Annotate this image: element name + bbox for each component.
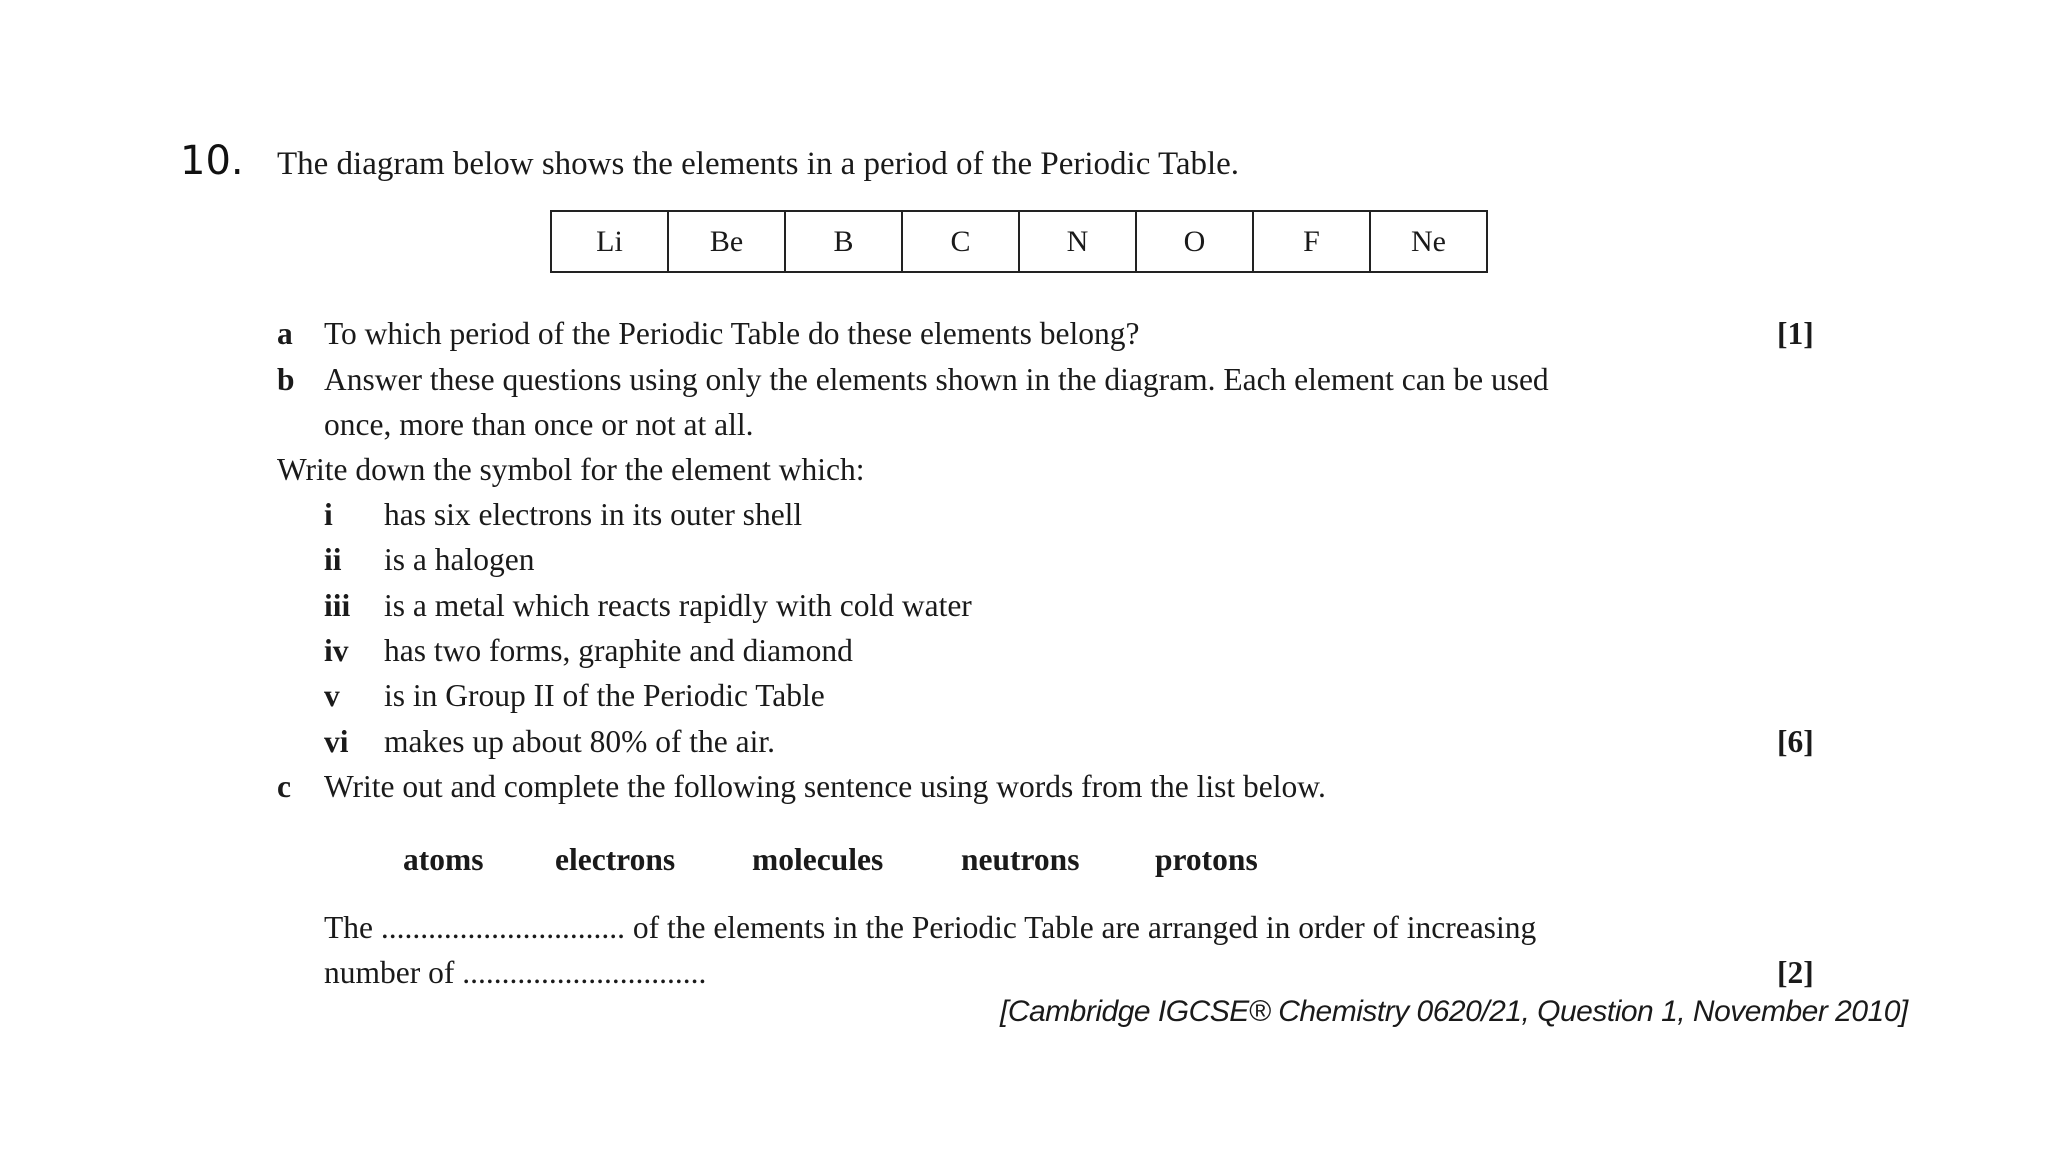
item-v-label: v [324,678,340,713]
part-c-text: Write out and complete the following sentence using words from the list below. [324,769,1326,804]
element-cell-n: N [1019,211,1136,272]
element-cell-li: Li [551,211,668,272]
part-a-marks: [1] [1777,316,1814,351]
part-c-sentence-line2: number of ............................... [324,955,707,990]
periodic-period-table [550,210,1488,273]
part-b-text-line1: Answer these questions using only the elements shown in the diagram. Each element can be used [324,362,1549,397]
item-iv-text: has two forms, graphite and diamond [384,633,853,668]
item-i-label: i [324,497,333,532]
item-vi-text: makes up about 80% of the air. [384,724,776,759]
item-ii-text: is a halogen [384,542,535,577]
item-vi-label: vi [324,724,349,759]
part-b-instruction: Write down the symbol for the element which: [277,452,865,487]
part-c-label: c [277,769,291,804]
element-cell-f: F [1253,211,1370,272]
element-cell-o: O [1136,211,1253,272]
item-iii-text: is a metal which reacts rapidly with cold water [384,588,972,623]
word-protons: protons [1155,842,1258,877]
part-c-marks: [2] [1777,955,1814,990]
item-v-text: is in Group II of the Periodic Table [384,678,825,713]
item-iii-label: iii [324,588,351,623]
element-cell-c: C [902,211,1019,272]
part-a-text: To which period of the Periodic Table do these elements belong? [324,316,1140,351]
part-a-label: a [277,316,293,351]
word-atoms: atoms [403,842,484,877]
part-c-sentence-line1: The ............................... of the elements in the Periodic Table are arranged in order of increasing [324,910,1537,945]
word-molecules: molecules [752,842,884,877]
item-ii-label: ii [324,542,342,577]
item-i-text: has six electrons in its outer shell [384,497,803,532]
table-row [551,211,1487,272]
element-cell-ne: Ne [1370,211,1487,272]
word-electrons: electrons [555,842,676,877]
question-number: 10. [180,138,244,184]
item-iv-label: iv [324,633,349,668]
element-cell-b: B [785,211,902,272]
question-intro: The diagram below shows the elements in a period of the Periodic Table. [277,146,1240,182]
part-b-text-line2: once, more than once or not at all. [324,407,754,442]
part-b-label: b [277,362,295,397]
word-neutrons: neutrons [961,842,1080,877]
source-citation: [Cambridge IGCSE® Chemistry 0620/21, Question 1, November 2010] [1000,995,1908,1028]
element-cell-be: Be [668,211,785,272]
part-b-marks: [6] [1777,724,1814,759]
